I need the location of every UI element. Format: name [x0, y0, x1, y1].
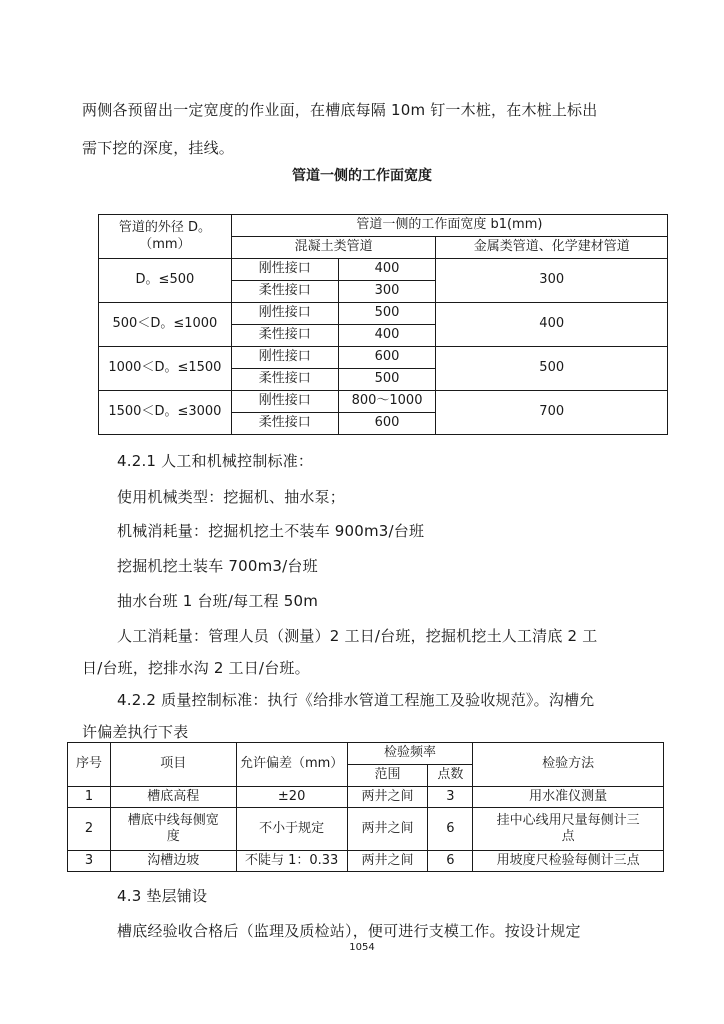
flex-joint-label: 柔性接口 — [231, 325, 338, 347]
seq-cell: 3 — [68, 851, 111, 872]
header-work-width: 管道一侧的工作面宽度 b1(mm) — [231, 215, 667, 237]
section-422-line-1: 4.2.2 质量控制标准：执行《给排水管道工程施工及验收规范》。沟槽允 — [117, 691, 595, 709]
tolerance-cell: ±20 — [236, 787, 347, 808]
header-inspection-method: 检验方法 — [473, 743, 664, 787]
section-421-heading: 4.2.1 人工和机械控制标准： — [117, 452, 314, 470]
item-cell: 槽底高程 — [110, 787, 236, 808]
scope-cell: 两井之间 — [347, 787, 428, 808]
flex-joint-value: 600 — [338, 413, 436, 435]
tolerance-cell: 不小于规定 — [236, 808, 347, 851]
range-cell: 500＜D。≤1000 — [99, 303, 232, 347]
header-outer-diameter: 管道的外径 D。 （mm） — [99, 215, 232, 259]
header-item: 项目 — [110, 743, 236, 787]
points-cell: 3 — [428, 787, 473, 808]
section-422-line-2: 许偏差执行下表 — [82, 723, 189, 741]
rigid-joint-value: 800～1000 — [338, 391, 436, 413]
tolerance-cell: 不陡与 1：0.33 — [236, 851, 347, 872]
flex-joint-label: 柔性接口 — [231, 281, 338, 303]
intro-line-1: 两侧各预留出一定宽度的作业面，在槽底每隔 10m 钉一木桩，在木桩上标出 — [82, 101, 598, 119]
method-cell: 用坡度尺检验每侧计三点 — [473, 851, 664, 872]
machine-consumption-line: 机械消耗量：挖掘机挖土不装车 900m3/台班 — [117, 522, 425, 540]
rigid-joint-value: 500 — [338, 303, 436, 325]
rigid-joint-value: 400 — [338, 259, 436, 281]
rigid-joint-label: 刚性接口 — [231, 391, 338, 413]
header-tolerance: 允许偏差（mm） — [236, 743, 347, 787]
labor-consumption-line-1: 人工消耗量：管理人员（测量）2 工日/台班，挖掘机挖土人工清底 2 工 — [117, 627, 598, 645]
trench-tolerance-table — [67, 742, 664, 872]
metal-pipe-value: 400 — [436, 303, 668, 347]
metal-pipe-value: 700 — [436, 391, 668, 435]
flex-joint-value: 500 — [338, 369, 436, 391]
machine-type-line: 使用机械类型：挖掘机、抽水泵； — [117, 488, 346, 506]
seq-cell: 2 — [68, 808, 111, 851]
method-cell: 挂中心线用尺量每侧计三 点 — [473, 808, 664, 851]
excavator-loading-line: 挖掘机挖土装车 700m3/台班 — [117, 557, 318, 575]
range-cell: 1500＜D。≤3000 — [99, 391, 232, 435]
flex-joint-label: 柔性接口 — [231, 413, 338, 435]
points-cell: 6 — [428, 808, 473, 851]
header-seq: 序号 — [68, 743, 111, 787]
header-points: 点数 — [428, 765, 473, 787]
range-cell: 1000＜D。≤1500 — [99, 347, 232, 391]
table1-title: 管道一侧的工作面宽度 — [292, 168, 432, 184]
rigid-joint-value: 600 — [338, 347, 436, 369]
range-cell: D。≤500 — [99, 259, 232, 303]
item-cell: 槽底中线每侧宽 度 — [110, 808, 236, 851]
metal-pipe-value: 500 — [436, 347, 668, 391]
intro-line-2: 需下挖的深度，挂线。 — [82, 139, 235, 157]
rigid-joint-label: 刚性接口 — [231, 259, 338, 281]
rigid-joint-label: 刚性接口 — [231, 347, 338, 369]
page-number: 1054 — [349, 942, 375, 953]
pump-shift-line: 抽水台班 1 台班/每工程 50m — [117, 592, 319, 610]
section-43-heading: 4.3 垫层铺设 — [117, 887, 208, 905]
labor-consumption-line-2: 日/台班，挖排水沟 2 工日/台班。 — [82, 659, 310, 677]
flex-joint-label: 柔性接口 — [231, 369, 338, 391]
header-concrete-pipe: 混凝土类管道 — [231, 237, 436, 259]
header-metal-pipe: 金属类管道、化学建材管道 — [436, 237, 668, 259]
method-cell: 用水准仪测量 — [473, 787, 664, 808]
points-cell: 6 — [428, 851, 473, 872]
item-cell: 沟槽边坡 — [110, 851, 236, 872]
header-scope: 范围 — [347, 765, 428, 787]
metal-pipe-value: 300 — [436, 259, 668, 303]
work-width-table — [98, 214, 668, 435]
section-43-text: 槽底经验收合格后（监理及质检站），便可进行支模工作。按设计规定 — [117, 922, 581, 940]
flex-joint-value: 400 — [338, 325, 436, 347]
rigid-joint-label: 刚性接口 — [231, 303, 338, 325]
header-inspection-frequency: 检验频率 — [347, 743, 473, 765]
seq-cell: 1 — [68, 787, 111, 808]
flex-joint-value: 300 — [338, 281, 436, 303]
scope-cell: 两井之间 — [347, 808, 428, 851]
scope-cell: 两井之间 — [347, 851, 428, 872]
